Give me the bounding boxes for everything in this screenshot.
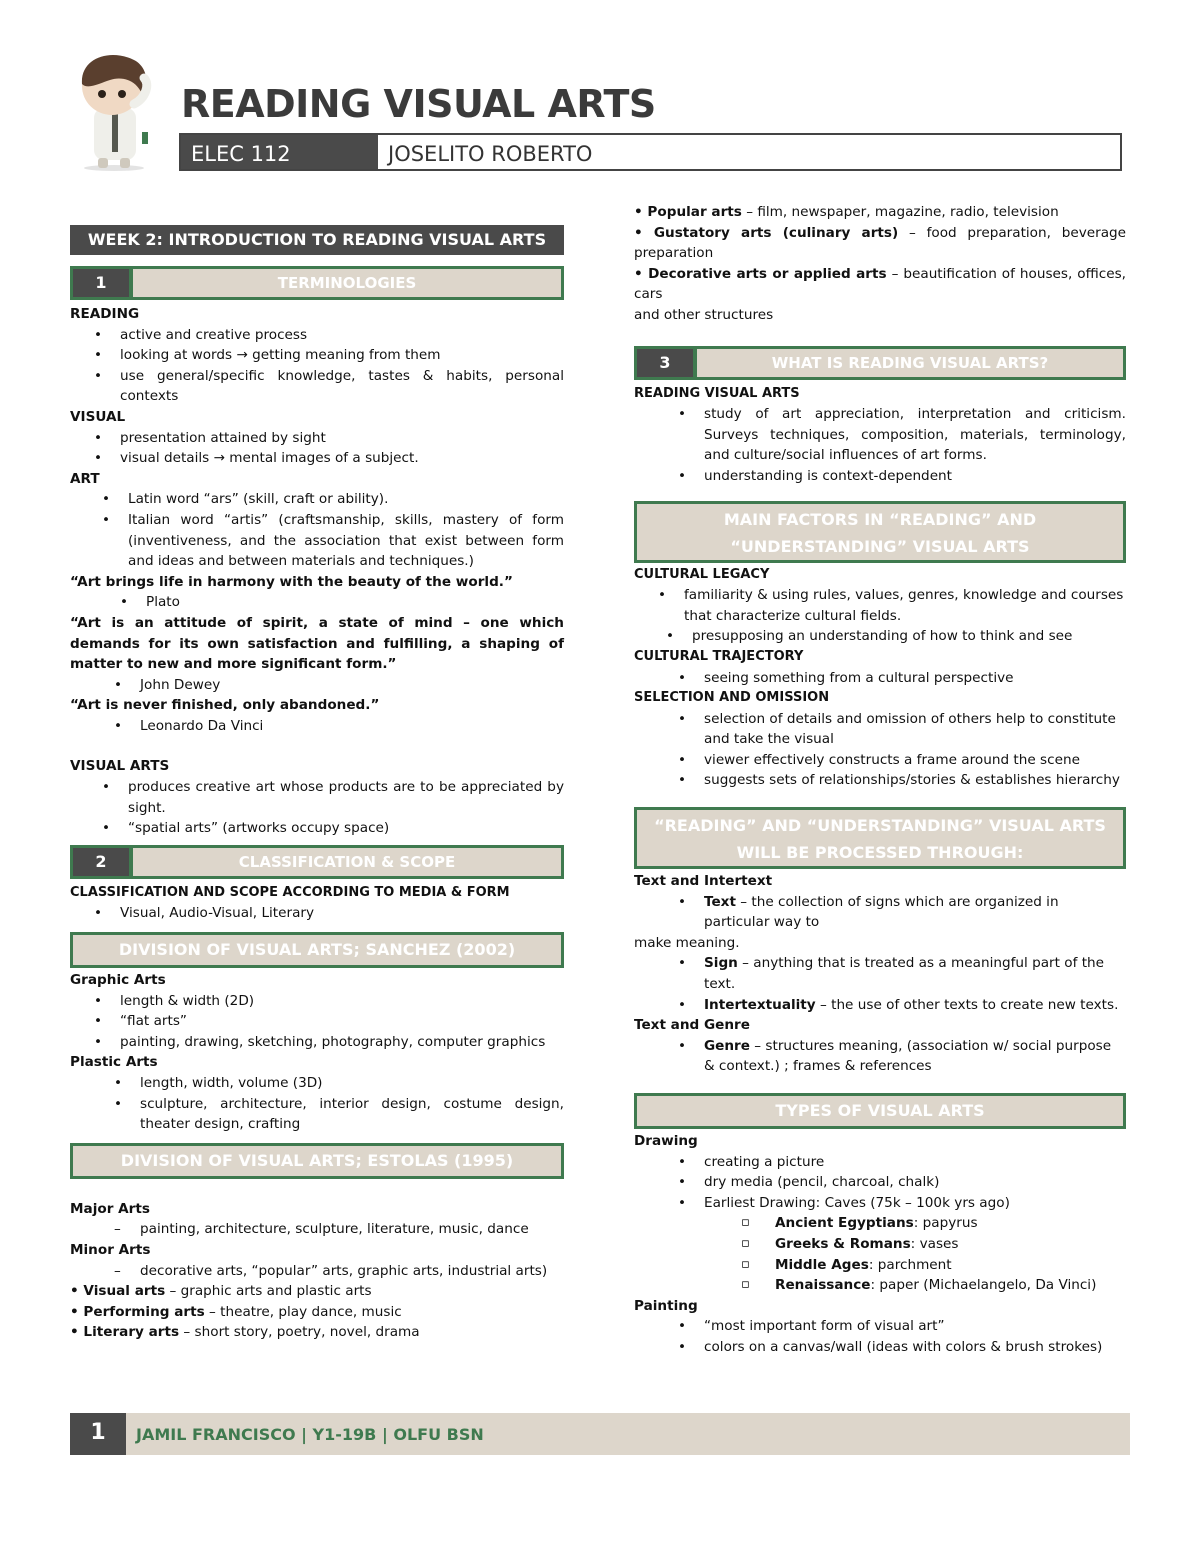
section-number: 2 <box>73 848 133 876</box>
list-item: • looking at words → getting meaning from them <box>120 345 564 366</box>
minor-arts-heading: Minor Arts <box>70 1241 151 1258</box>
gustatory-arts-line <box>634 223 1126 264</box>
section-number: 1 <box>73 269 133 297</box>
term-definition: – the collection of signs which are organized in particular way to <box>704 893 1059 931</box>
quote-author: • Leonardo Da Vinci <box>140 716 564 737</box>
visual-arts-line <box>70 1281 564 1302</box>
term-definition: – graphic arts and plastic arts <box>165 1283 372 1300</box>
term-label: • Visual arts <box>70 1283 166 1300</box>
sub-list-item <box>775 1275 1126 1296</box>
list-item: • suggests sets of relationships/stories & establishes hierarchy <box>704 770 1126 791</box>
term-label: Intertextuality <box>704 996 816 1013</box>
course-bar <box>179 133 1122 171</box>
term-definition: : parchment <box>868 1256 952 1273</box>
section-header-reading-visual-arts <box>634 346 1126 380</box>
list-item: • seeing something from a cultural perspective <box>704 668 1126 689</box>
section-title: TERMINOLOGIES <box>133 269 561 297</box>
term-definition: – film, newspaper, magazine, radio, television <box>741 204 1059 220</box>
sub-list-item <box>775 1255 1126 1276</box>
term-definition: : paper (Michaelangelo, Da Vinci) <box>870 1277 1097 1294</box>
list-item: • Visual, Audio-Visual, Literary <box>120 903 564 924</box>
term-label: • Performing arts <box>70 1303 205 1320</box>
section-title: CLASSIFICATION & SCOPE <box>133 848 561 876</box>
term-heading-art: ART <box>70 470 100 487</box>
quote-dewey: “Art is an attitude of spirit, a state of mind – one which demands for its own satisfaction and fulfilling, a shaping of matter to new and more significant form.” <box>70 614 564 673</box>
term-definition: – theatre, play dance, music <box>204 1303 402 1320</box>
list-item: • Earliest Drawing: Caves (75k – 100k yrs ago) <box>704 1193 1126 1214</box>
list-item: • understanding is context-dependent <box>704 466 1126 487</box>
term-definition: – short story, poetry, novel, drama <box>179 1324 420 1341</box>
list-item: • selection of details and omission of others help to constitute and take the visual <box>704 709 1126 750</box>
term-label: Renaissance <box>775 1277 871 1294</box>
list-item: • Italian word “artis” (craftsmanship, skills, mastery of form (inventiveness, and the association that exist between form and ideas and between materials and techniques.) <box>128 510 564 572</box>
document-title: READING VISUAL ARTS <box>181 82 656 126</box>
list-item: • length, width, volume (3D) <box>140 1073 564 1094</box>
selection-omission-heading: SELECTION AND OMISSION <box>634 690 830 706</box>
decorative-arts-line <box>634 264 1126 305</box>
list-item: • produces creative art whose products are to be appreciated by sight. <box>128 777 564 818</box>
list-item: • viewer effectively constructs a frame around the scene <box>704 750 1126 771</box>
term-heading-visual: VISUAL <box>70 408 126 425</box>
division-estolas-header: DIVISION OF VISUAL ARTS; ESTOLAS (1995) <box>70 1143 564 1179</box>
term-label: • Popular arts <box>634 204 742 220</box>
page-number: 1 <box>70 1413 126 1455</box>
text-intertext-heading: Text and Intertext <box>634 873 773 890</box>
list-item: • “most important form of visual art” <box>704 1316 1126 1337</box>
painting-heading: Painting <box>634 1297 698 1314</box>
list-item: • presupposing an understanding of how to think and see <box>692 626 1126 647</box>
section-title: WHAT IS READING VISUAL ARTS? <box>697 349 1123 377</box>
division-sanchez-header: DIVISION OF VISUAL ARTS; SANCHEZ (2002) <box>70 932 564 968</box>
list-item: • familiarity & using rules, values, genres, knowledge and courses that characterize cultural fields. <box>684 585 1126 626</box>
list-item: • painting, drawing, sketching, photography, computer graphics <box>120 1032 564 1053</box>
list-item: • Latin word “ars” (skill, craft or ability). <box>128 489 564 510</box>
section-header-terminologies <box>70 266 564 300</box>
text-continued: make meaning. <box>634 934 740 951</box>
left-column <box>70 225 564 1343</box>
list-item: • presentation attained by sight <box>120 428 564 449</box>
term-heading-reading: READING <box>70 306 140 322</box>
list-item <box>704 953 1126 994</box>
term-heading-visual-arts: VISUAL ARTS <box>70 758 170 775</box>
list-item: • active and creative process <box>120 325 564 346</box>
cultural-trajectory-heading: CULTURAL TRAJECTORY <box>634 648 804 664</box>
major-arts-heading: Major Arts <box>70 1200 150 1217</box>
term-definition: – beautification of houses, offices, cars <box>634 265 1126 303</box>
list-item <box>704 892 1126 933</box>
list-item: – painting, architecture, sculpture, literature, music, dance <box>140 1219 564 1240</box>
types-of-visual-arts-header: TYPES OF VISUAL ARTS <box>634 1093 1126 1129</box>
literary-arts-line <box>70 1322 564 1343</box>
week-heading: WEEK 2: INTRODUCTION TO READING VISUAL ARTS <box>70 225 564 255</box>
term-definition: : vases <box>910 1235 959 1252</box>
performing-arts-line <box>70 1302 564 1323</box>
term-label: Middle Ages <box>775 1256 869 1273</box>
sub-list-item <box>775 1213 1126 1234</box>
list-item: • colors on a canvas/wall (ideas with colors & brush strokes) <box>704 1337 1126 1358</box>
decorative-arts-continued: and other structures <box>634 306 774 323</box>
term-label: Ancient Egyptians <box>775 1215 914 1232</box>
list-item <box>704 995 1126 1016</box>
list-item <box>704 1036 1126 1077</box>
term-definition: – anything that is treated as a meaningful part of the text. <box>704 955 1105 993</box>
list-item: – decorative arts, “popular” arts, graphic arts, industrial arts) <box>140 1261 564 1282</box>
list-item: • use general/specific knowledge, tastes & habits, personal contexts <box>120 366 564 407</box>
list-item: • sculpture, architecture, interior design, costume design, theater design, crafting <box>140 1094 564 1135</box>
term-definition: : papyrus <box>913 1215 978 1232</box>
plastic-arts-heading: Plastic Arts <box>70 1054 158 1071</box>
quote-author: • Plato <box>146 592 564 613</box>
quote-author: • John Dewey <box>140 675 564 696</box>
graphic-arts-heading: Graphic Arts <box>70 972 166 989</box>
quote-da-vinci: “Art is never finished, only abandoned.” <box>70 697 380 714</box>
section-header-classification <box>70 845 564 879</box>
drawing-heading: Drawing <box>634 1133 698 1149</box>
list-item: • length & width (2D) <box>120 991 564 1012</box>
term-definition: – food preparation, beverage preparation <box>634 224 1127 262</box>
quote-plato: “Art brings life in harmony with the beauty of the world.” <box>70 573 513 590</box>
footer-author: JAMIL FRANCISCO | Y1-19B | OLFU BSN <box>136 1425 484 1444</box>
term-definition: – the use of other texts to create new texts. <box>815 996 1119 1013</box>
sub-list-item <box>775 1234 1126 1255</box>
list-item: • dry media (pencil, charcoal, chalk) <box>704 1172 1126 1193</box>
main-factors-header: MAIN FACTORS IN “READING” AND “UNDERSTANDING” VISUAL ARTS <box>634 501 1126 563</box>
right-column <box>634 202 1126 1358</box>
processed-through-header: “READING” AND “UNDERSTANDING” VISUAL ARTS WILL BE PROCESSED THROUGH: <box>634 807 1126 869</box>
term-label: Greeks & Romans <box>775 1235 911 1252</box>
cultural-legacy-heading: CULTURAL LEGACY <box>634 566 770 582</box>
list-item: • visual details → mental images of a subject. <box>120 448 564 469</box>
term-label: • Gustatory arts (culinary arts) <box>634 224 899 241</box>
list-item: • study of art appreciation, interpretation and criticism. Surveys techniques, composition, materials, terminology, and culture/social influences of art forms. <box>704 404 1126 466</box>
term-label: Genre <box>704 1037 750 1054</box>
term-label: • Decorative arts or applied arts <box>634 265 887 282</box>
page-footer <box>70 1413 1130 1455</box>
list-item: • “flat arts” <box>120 1011 564 1032</box>
classification-heading: CLASSIFICATION AND SCOPE ACCORDING TO MEDIA & FORM <box>70 884 510 900</box>
reading-visual-arts-heading: READING VISUAL ARTS <box>634 385 800 401</box>
list-item: • creating a picture <box>704 1152 1126 1173</box>
text-genre-heading: Text and Genre <box>634 1017 750 1034</box>
term-label: • Literary arts <box>70 1324 180 1341</box>
popular-arts-line <box>634 202 1126 223</box>
section-number: 3 <box>637 349 697 377</box>
term-label: Sign <box>704 955 738 972</box>
professor-name: JOSELITO ROBERTO <box>388 142 593 166</box>
chibi-avatar-illustration <box>70 50 160 172</box>
list-item: • “spatial arts” (artworks occupy space) <box>128 818 564 839</box>
term-definition: – structures meaning, (association w/ social purpose & context.) ; frames & references <box>704 1037 1112 1075</box>
course-code: ELEC 112 <box>181 135 378 169</box>
term-label: Text <box>704 893 736 910</box>
